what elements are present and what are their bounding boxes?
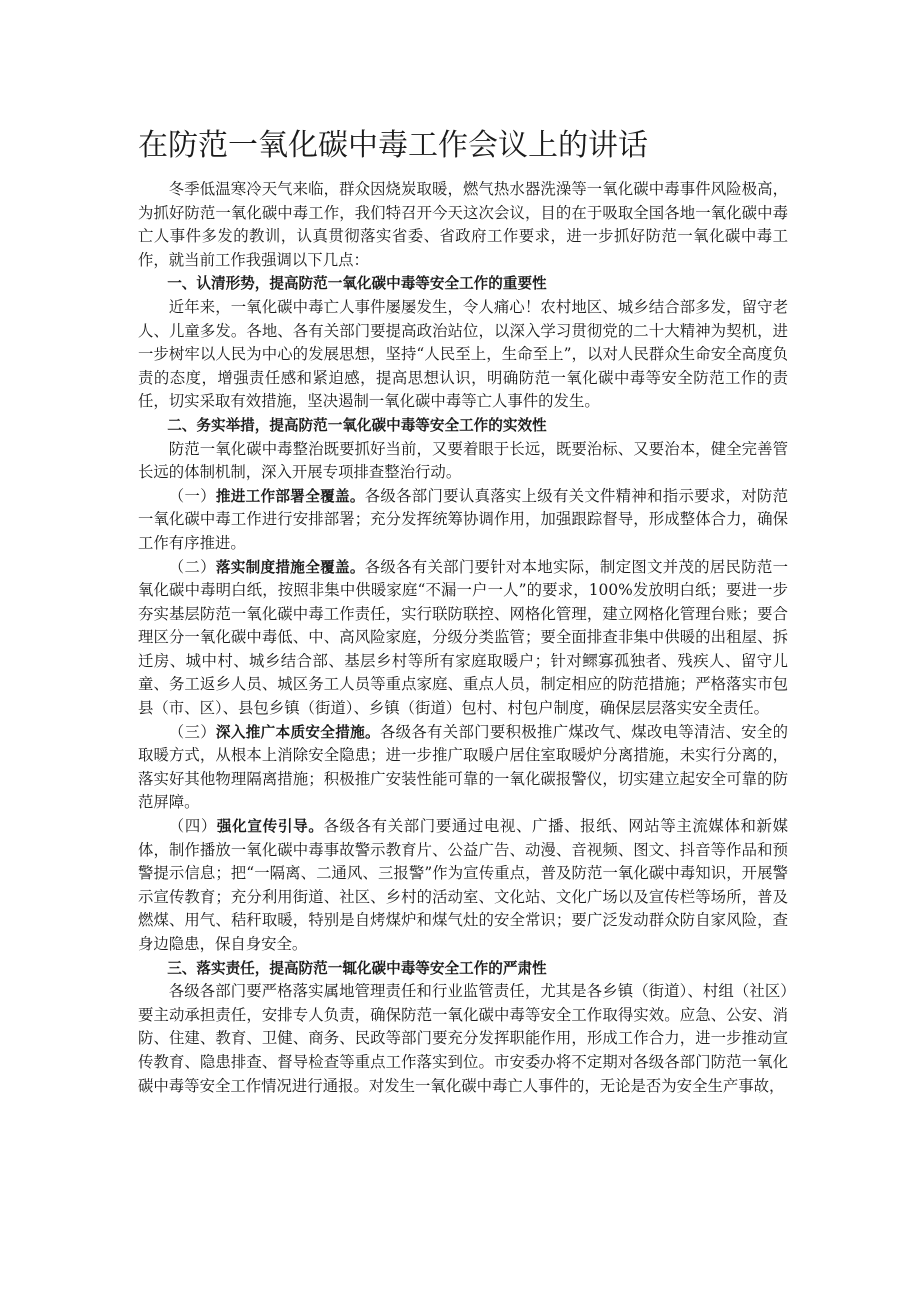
- item-2-text: 各级各有关部门要针对本地实际，制定图文并茂的居民防范一氧化碳中毒明白纸，按照非集中供暖家庭“不漏一户一人”的要求，100%发放明白纸；要进一步夯实基层防范一氧化碳中毒工作责任，实行联防联控、网格化管理，建立网格化管理台账；要合理区分一氧化碳中毒低、中、高风险家庭，分级分类监管；要全面排查非集中供暖的出租屋、拆迁房、城中村、城乡结合部、基层乡村等所有家庭取暖户；针对鳏寡孤独者、残疾人、留守儿童、务工返乡人员、城区务工人员等重点家庭、重点人员，制定相应的防范措施；严格落实市包县（市、区）、县包乡镇（街道）、乡镇（街道）包村、村包户制度，确保层层落实安全责任。: [138, 557, 788, 718]
- item-2-label: 落实制度措施全覆盖。: [215, 558, 365, 576]
- section-2-item-2: [138, 556, 788, 721]
- section-1-paragraph: 近年来，一氧化碳中毒亡人事件屡屡发生，令人痛心！农村地区、城乡结合部多发，留守老人、儿童多发。各地、各有关部门要提高政治站位，以深入学习贯彻党的二十大精神为契机，进一步树牢以人民为中心的发展思想，坚持“人民至上，生命至上”，以对人民群众生命安全高度负责的态度，增强责任感和紧迫感，提高思想认识，明确防范一氧化碳中毒等安全防范工作的责任，切实采取有效措施，坚决遏制一氧化碳中毒等亡人事件的发生。: [138, 297, 788, 411]
- item-3-prefix: （三）: [168, 722, 216, 741]
- section-2-heading: 二、务实举措，提高防范一氧化碳中毒等安全工作的实效性: [167, 416, 547, 434]
- item-1-prefix: （一）: [168, 486, 216, 505]
- section-3-heading: 三、落实责任，提高防范一辄化碳中毒等安全工作的严肃性: [167, 959, 547, 977]
- intro-paragraph: 冬季低温寒冷天气来临，群众因烧炭取暖，燃气热水器洗澡等一氧化碳中毒事件风险极高，为抓好防范一氧化碳中毒工作，我们特召开今天这次会议，目的在于吸取全国各地一氧化碳中毒亡人事件多发的教训，认真贯彻落实省委、省政府工作要求，进一步抓好防范一氧化碳中毒工作，就当前工作我强调以下几点：: [138, 180, 788, 269]
- item-3-text: 各级各有关部门要积极推广煤改气、煤改电等清洁、安全的取暖方式，从根本上消除安全隐患；进一步推广取暖户居住室取暖炉分离措施，未实行分离的，落实好其他物理隔离措施；积极推广安装性能可靠的一氧化碳报警仪，切实建立起安全可靠的防范屏障。: [138, 722, 788, 812]
- item-1-text: 各级各部门要认真落实上级有关文件精神和指示要求，对防范一氧化碳中毒工作进行安排部署；充分发挥统筹协调作用，加强跟踪督导，形成整体合力，确保工作有序推进。: [138, 486, 788, 552]
- item-2-prefix: （二）: [168, 557, 216, 576]
- item-4-prefix: （四）: [168, 817, 217, 836]
- document-body: [138, 178, 788, 1098]
- document-title: 在防范一氧化碳中毒工作会议上的讲话: [138, 128, 648, 163]
- section-3-paragraph: 各级各部门要严格落实属地管理责任和行业监管责任，尤其是各乡镇（街道）、村组（社区）要主动承担责任，安排专人负责，确保防范一氧化碳中毒等安全工作取得实效。应急、公安、消防、住建、教育、卫健、商务、民政等部门要充分发挥职能作用，形成工作合力，进一步推动宣传教育、隐患排查、督导检查等重点工作落实到位。市安委办将不定期对各级各部门防范一氧化碳中毒等安全工作情况进行通报。对发生一氧化碳中毒亡人事件的，无论是否为安全生产事故，: [138, 982, 788, 1095]
- section-2-item-3: [138, 721, 788, 815]
- item-3-label: 深入推广本质安全措施。: [215, 723, 380, 741]
- section-2-item-1: [138, 485, 788, 556]
- section-1-heading: 一、认清形势，提高防范一氧化碳中毒等安全工作的重要性: [167, 275, 547, 293]
- item-4-text: 各级各有关部门要通过电视、广播、报纸、网站等主流媒体和新媒体，制作播放一氧化碳中毒事故警示教育片、公益广告、动漫、音视频、图文、抖音等作品和预警提示信息；把“一隔离、二通风、三报警”作为宣传重点，普及防范一氧化碳中毒知识，开展警示宣传教育；充分利用街道、社区、乡村的活动室、文化站、文化广场以及宣传栏等场所，普及燃煤、用气、秸秆取暖，特别是自烤煤炉和煤气灶的安全常识；要广泛发动群众防自家风险，查身边隐患，保自身安全。: [138, 817, 788, 953]
- item-4-label: 强化宣传引导。: [216, 818, 324, 836]
- item-1-label: 推进工作部署全覆盖。: [215, 487, 365, 505]
- section-2-paragraph: 防范一氧化碳中毒整治既要抓好当前，又要着眼于长远，既要治标、又要治本，健全完善管长远的体制机制，深入开展专项排查整治行动。: [138, 439, 788, 482]
- section-2-item-4: [138, 815, 788, 957]
